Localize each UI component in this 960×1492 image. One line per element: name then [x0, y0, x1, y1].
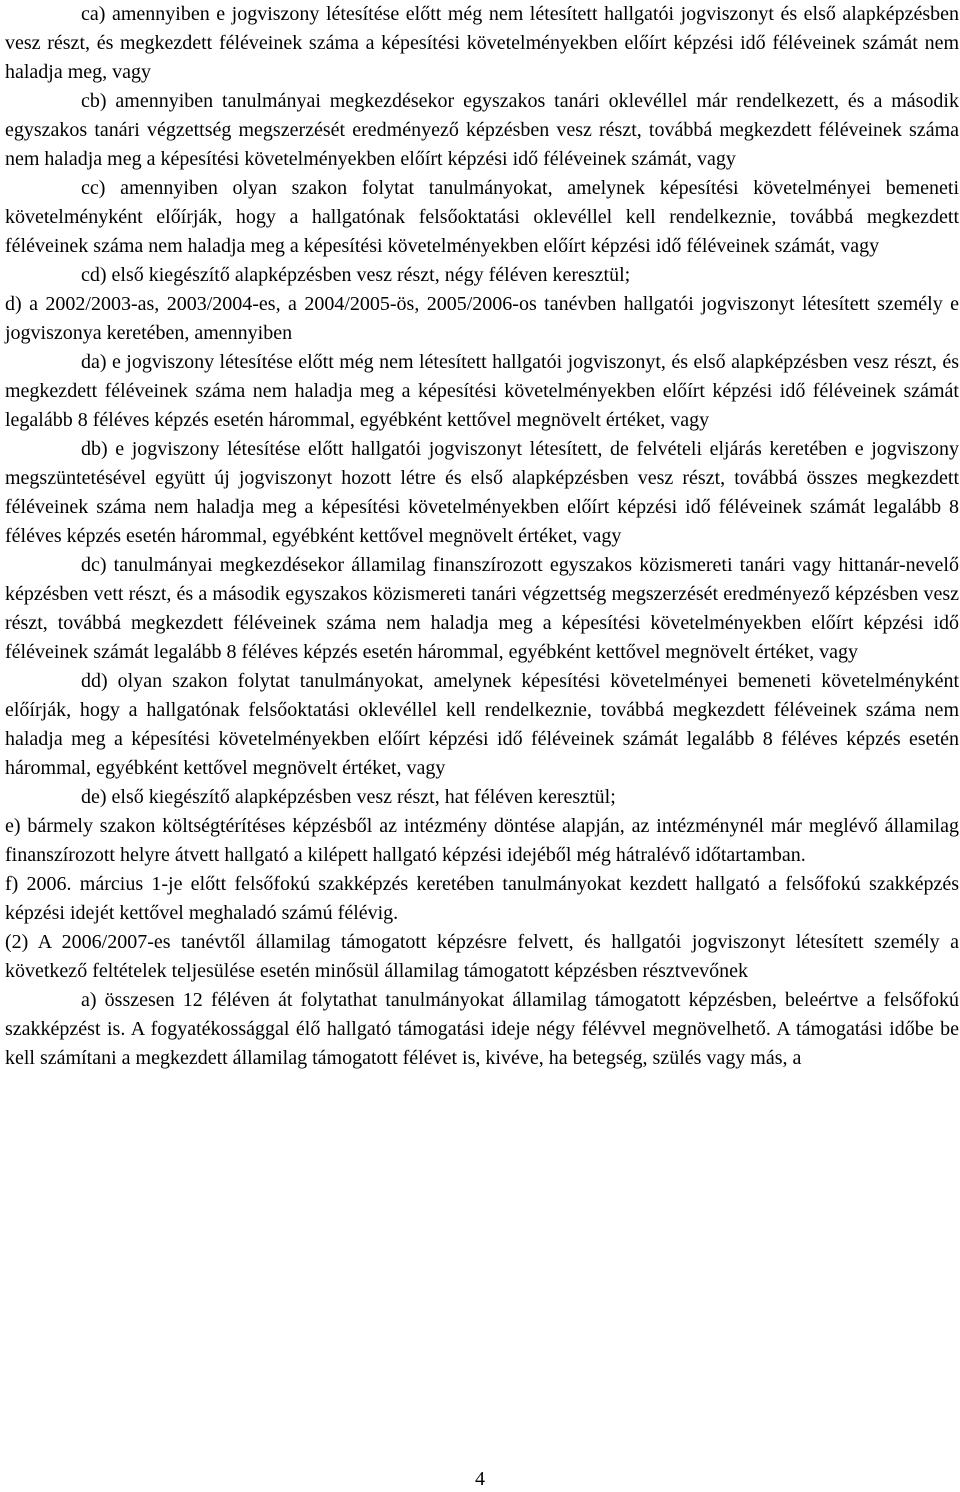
paragraph-section-2: (2) A 2006/2007-es tanévtől államilag támogatott képzésre felvett, és hallgatói jogviszonyt létesített személy a következő feltételek teljesülése esetén minősül államilag támogatott képzésben résztvevőnek — [5, 931, 959, 982]
paragraph-cc: cc) amennyiben olyan szakon folytat tanulmányokat, amelynek képesítési követelményei bemeneti követelményként előírják, hogy a hallgatónak felsőoktatási oklevéllel kell rendelkeznie, továbbá megkezdett féléveinek száma nem haladja meg a képesítési követelményekben előírt képzési idő féléveinek számát, vagy — [5, 177, 959, 257]
paragraph-ca: ca) amennyiben e jogviszony létesítése előtt még nem létesített hallgatói jogviszonyt és első alapképzésben vesz részt, és megkezdett féléveinek száma a képesítési követelményekben előírt képzési idő féléveinek számát nem haladja meg, vagy — [5, 3, 959, 83]
paragraph-cb: cb) amennyiben tanulmányai megkezdésekor egyszakos tanári oklevéllel már rendelkezett, és a második egyszakos tanári végzettség megszerzését eredményező képzésben vesz részt, továbbá megkezdett féléveinek száma nem haladja meg a képesítési követelményekben előírt képzési idő féléveinek számát, vagy — [5, 90, 959, 170]
paragraph-db: db) e jogviszony létesítése előtt hallgatói jogviszonyt létesített, de felvételi eljárás keretében e jogviszony megszüntetésével együtt új jogviszonyt hozott létre és első alapképzésben vesz részt, továbbá összes megkezdett féléveinek száma nem haladja meg a képesítési követelményekben előírt képzési idő féléveinek számát legalább 8 féléves képzés esetén hárommal, egyébként kettővel megnövelt értéket, vagy — [5, 438, 959, 547]
paragraph-f: f) 2006. március 1-je előtt felsőfokú szakképzés keretében tanulmányokat kezdett hallgató a felsőfokú szakképzés képzési idejét kettővel meghaladó számú félévig. — [5, 873, 959, 924]
paragraph-section-2-a: a) összesen 12 féléven át folytathat tanulmányokat államilag támogatott képzésben, beleértve a felsőfokú szakképzést is. A fogyatékossággal élő hallgató támogatási ideje négy félévvel megnövelhető. A támogatási időbe be kell számítani a megkezdett államilag támogatott félévet is, kivéve, ha betegség, szülés vagy más, a — [5, 989, 959, 1069]
paragraph-e: e) bármely szakon költségtérítéses képzésből az intézmény döntése alapján, az intézménynél már meglévő államilag finanszírozott helyre átvett hallgató a kilépett hallgató képzési idejéből még hátralévő időtartamban. — [5, 815, 959, 866]
paragraph-dc: dc) tanulmányai megkezdésekor államilag finanszírozott egyszakos közismereti tanári vagy hittanár-nevelő képzésben vett részt, és a második egyszakos közismereti tanári végzettség megszerzését eredményező képzésben vesz részt, továbbá megkezdett féléveinek száma nem haladja meg a képesítési követelményekben előírt képzési idő féléveinek számát legalább 8 féléves képzés esetén hárommal, egyébként kettővel megnövelt értéket, vagy — [5, 554, 959, 663]
paragraph-cd: cd) első kiegészítő alapképzésben vesz részt, négy féléven keresztül; — [81, 264, 631, 286]
paragraph-de: de) első kiegészítő alapképzésben vesz részt, hat féléven keresztül; — [81, 786, 616, 808]
paragraph-dd: dd) olyan szakon folytat tanulmányokat, amelynek képesítési követelményei bemeneti követelményként előírják, hogy a hallgatónak felsőoktatási oklevéllel kell rendelkeznie, továbbá megkezdett féléveinek száma nem haladja meg a képesítési követelményekben előírt képzési idő féléveinek számát legalább 8 féléves képzés esetén hárommal, egyébként kettővel megnövelt értéket, vagy — [5, 670, 959, 779]
document-page — [5, 0, 959, 1073]
page-number: 4 — [475, 1468, 485, 1490]
paragraph-d: d) a 2002/2003-as, 2003/2004-es, a 2004/2005-ös, 2005/2006-os tanévben hallgatói jogviszonyt létesített személy e jogviszonya keretében, amennyiben — [5, 293, 959, 344]
paragraph-da: da) e jogviszony létesítése előtt még nem létesített hallgatói jogviszonyt, és első alapképzésben vesz részt, és megkezdett féléveinek száma nem haladja meg a képesítési követelményekben előírt képzési idő féléveinek számát legalább 8 féléves képzés esetén hárommal, egyébként kettővel megnövelt értéket, vagy — [5, 351, 959, 431]
